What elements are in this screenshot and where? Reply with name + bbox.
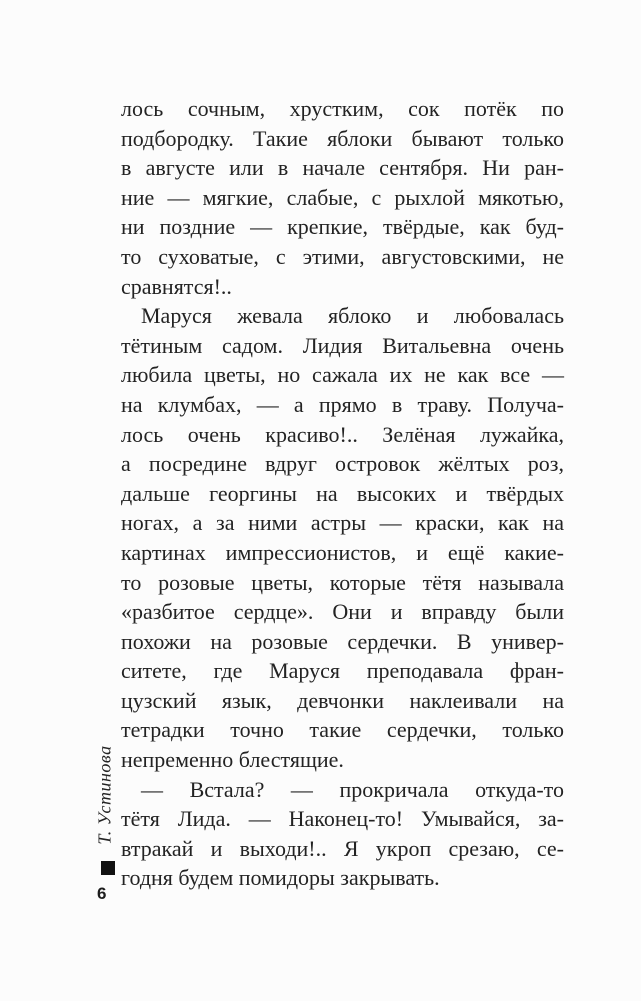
text-line: «разбитое сердце». Они и вправду были: [121, 599, 564, 625]
text-line: лось сочным, хрустким, сок потёк по: [121, 96, 564, 121]
text-line: ни поздние — крепкие, твёрдые, как буд-: [121, 214, 564, 240]
text-line: тётя Лида. — Наконец-то! Умывайся, за-: [121, 806, 564, 832]
text-line: цузский язык, девчонки наклеивали на: [121, 687, 564, 713]
text-line: похожи на розовые сердечки. В универ-: [121, 628, 564, 654]
text-line: а посредине вдруг островок жёлтых роз,: [121, 451, 564, 477]
text-line: тётиным садом. Лидия Витальевна очень: [121, 332, 564, 358]
text-block: [121, 94, 564, 893]
page-number: 6: [97, 884, 107, 903]
text-line: годня будем помидоры закрывать.: [121, 865, 440, 891]
text-line: — Встала? — прокричала откуда-то: [141, 776, 564, 802]
text-line: картинах импрессионистов, и ещё какие-: [121, 539, 564, 565]
text-line: любила цветы, но сажала их не как все —: [121, 362, 564, 388]
text-line: сравнятся!..: [121, 273, 232, 299]
text-line: Маруся жевала яблоко и любовалась: [141, 303, 564, 329]
text-line: подбородку. Такие яблоки бывают только: [121, 125, 564, 151]
text-line: ногах, а за ними астры — краски, как на: [121, 510, 564, 536]
text-line: тетрадки точно такие сердечки, только: [121, 717, 564, 743]
series-marker-square: [101, 861, 115, 875]
text-line: дальше георгины на высоких и твёрдых: [121, 480, 564, 506]
text-line: непременно блестящие.: [121, 747, 344, 773]
text-line: втракай и выходи!.. Я укроп срезаю, се-: [121, 835, 564, 861]
author-vertical-label: Т. Устинова: [94, 745, 115, 845]
text-line: то суховатые, с этими, августовскими, не: [121, 243, 564, 269]
text-line: то розовые цветы, которые тётя называла: [121, 569, 564, 595]
text-line: на клумбах, — а прямо в траву. Получа-: [121, 391, 564, 417]
text-line: лось очень красиво!.. Зелёная лужайка,: [121, 421, 564, 447]
text-line: в августе или в начале сентября. Ни ран-: [121, 155, 564, 181]
text-line: ние — мягкие, слабые, с рыхлой мякотью,: [121, 184, 564, 210]
text-line: ситете, где Маруся преподавала фран-: [121, 658, 564, 684]
